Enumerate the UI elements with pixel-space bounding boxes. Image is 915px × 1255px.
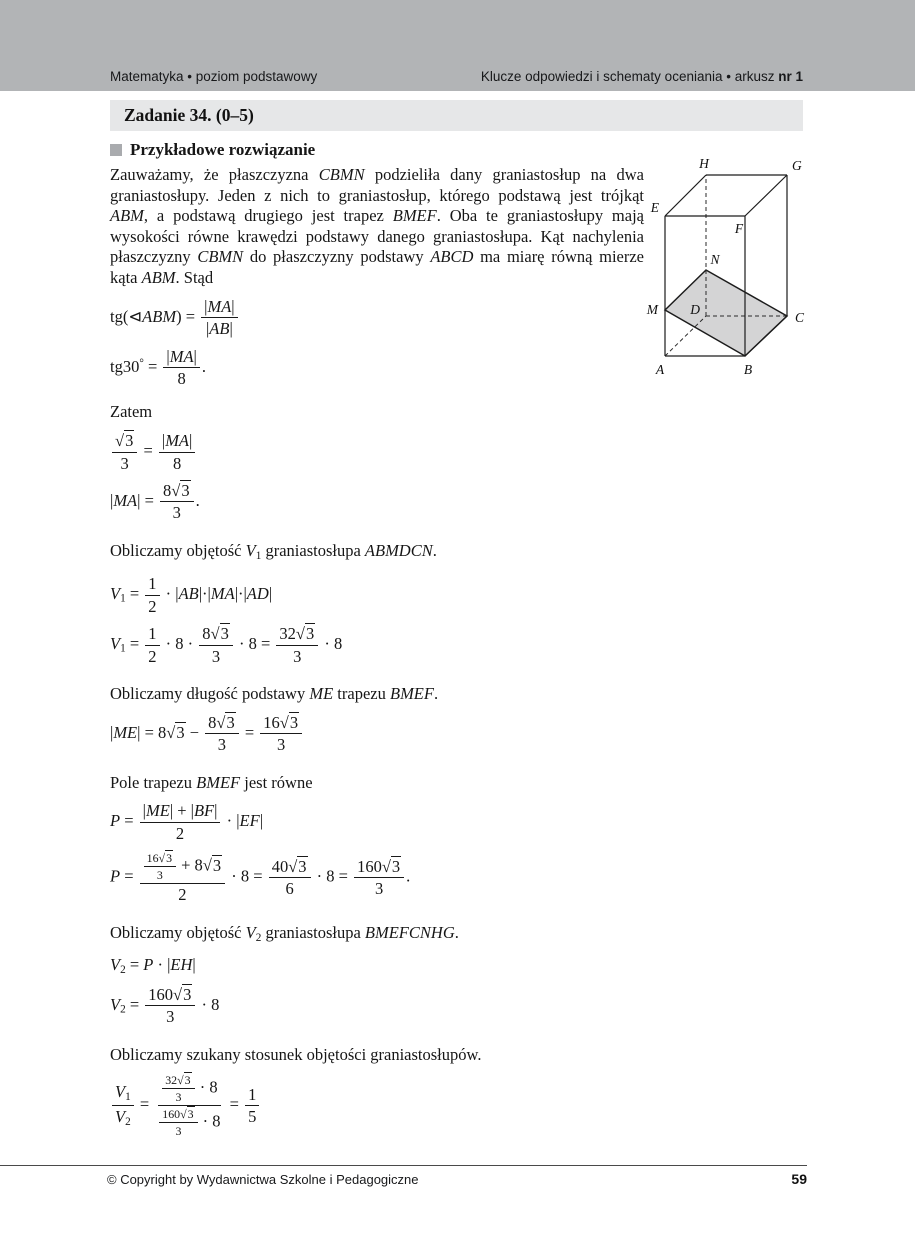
text-line: Obliczamy objętość $V_1$ graniastosłupa ABMDCN. (110, 540, 437, 562)
text-line: Zauważamy, że płaszczyzna CBMN podzieliła dany graniastosłup na dwa graniastosłupy. Jeden z nich to graniastosłup, którego podstawą jest trójkąt ABM, a podstawą drugiego jest trapez BMEF. Oba te graniastosłupy mają wysokości równe krawędzi podstawy danego graniastosłupa. Kąt nachylenia płaszczyzny CBMN do płaszczyzny podstawy ABCD ma miarę równą mierze kąta ABM. Stąd (110, 165, 645, 287)
bullet-square-icon (110, 144, 122, 156)
math-line: $V_1$ = $\frac{1}{2}$ · 8 · $\frac{8√3}{3}$ · 8 = $\frac{32√3}{3}$ · 8 (110, 624, 343, 666)
math-line: $\frac{V_1}{V_2}$ = $\frac{32√3}{3}$ · 8 $\frac{160√3}{3}$ · 8 = $\frac{1}{5}$ (110, 1073, 644, 1138)
math-line: tg(⊲ABM) = $\frac{|MA|}{|AB|}$ (110, 297, 644, 339)
footer-copyright: © Copyright by Wydawnictwa Szkolne i Pedagogiczne (107, 1172, 419, 1187)
text-line: Pole trapezu BMEF jest równe (110, 772, 313, 792)
header-right-text: Klucze odpowiedzi i schematy oceniania • arkusz (480, 69, 779, 84)
page-number: 59 (791, 1171, 807, 1187)
math-line: tg30° = $\frac{|MA|}{8}$ . (110, 346, 206, 388)
solution-heading-row (110, 140, 644, 160)
prism-diagram (632, 146, 818, 384)
vertex-label-C: C (795, 310, 805, 325)
task-title-bar (110, 100, 803, 131)
math-line: $V_1$ = $\frac{1}{2}$ · |AB|·|MA|·|AD| (110, 574, 273, 616)
math-line: |MA| = $\frac{8√3}{3}$ . (110, 480, 200, 523)
math-line: |ME| = 8√3 − $\frac{8√3}{3}$ = $\frac{16√3}{3}$ (110, 713, 644, 755)
vertex-label-N: N (710, 252, 720, 267)
shaded-cross-section (665, 270, 787, 356)
math-line: P = $\frac{16√3}{3}$ + 8√3 2 · 8 = $\frac{40√3}{6}$ · 8 = $\frac{160√3}{3}$ . (110, 851, 411, 905)
math-line: $V_2 = P \cdot |EH|$ (110, 955, 196, 976)
task-title: Zadanie 34. (0–5) (124, 105, 254, 125)
solution-heading: Przykładowe rozwiązanie (130, 140, 316, 159)
vertex-label-G: G (792, 158, 802, 173)
footer-divider (0, 1165, 807, 1166)
math-line: $\frac{√3}{3}$ = $\frac{|MA|}{8}$ (110, 431, 644, 473)
vertex-label-A: A (655, 362, 665, 377)
math-line: P = $\frac{|ME| + |BF|}{2}$ · |EF| (110, 801, 263, 843)
vertex-label-B: B (743, 362, 753, 377)
math-line: $V_2$ = $\frac{160√3}{3}$ · 8 (110, 984, 220, 1027)
text-line: Obliczamy szukany stosunek objętości graniastosłupów. (110, 1044, 482, 1064)
vertex-label-F: F (734, 221, 744, 236)
header-left: Matematyka • poziom podstawowy (110, 69, 318, 84)
vertex-label-M: M (646, 302, 658, 317)
solution-content (110, 140, 644, 1146)
text-line: Obliczamy objętość $V_2$ graniastosłupa BMEFCNHG. (110, 922, 459, 944)
header-right-issue: nr 1 (778, 69, 803, 84)
vertex-label-H: H (699, 156, 709, 171)
text-line: Obliczamy długość podstawy ME trapezu BMEF. (110, 684, 439, 704)
header-right (481, 69, 803, 84)
text-line: Zatem (110, 402, 153, 422)
vertex-label-D: D (690, 302, 700, 317)
page-header-band (0, 0, 915, 91)
vertex-label-E: E (650, 200, 659, 215)
solution-blocks (110, 165, 644, 1138)
